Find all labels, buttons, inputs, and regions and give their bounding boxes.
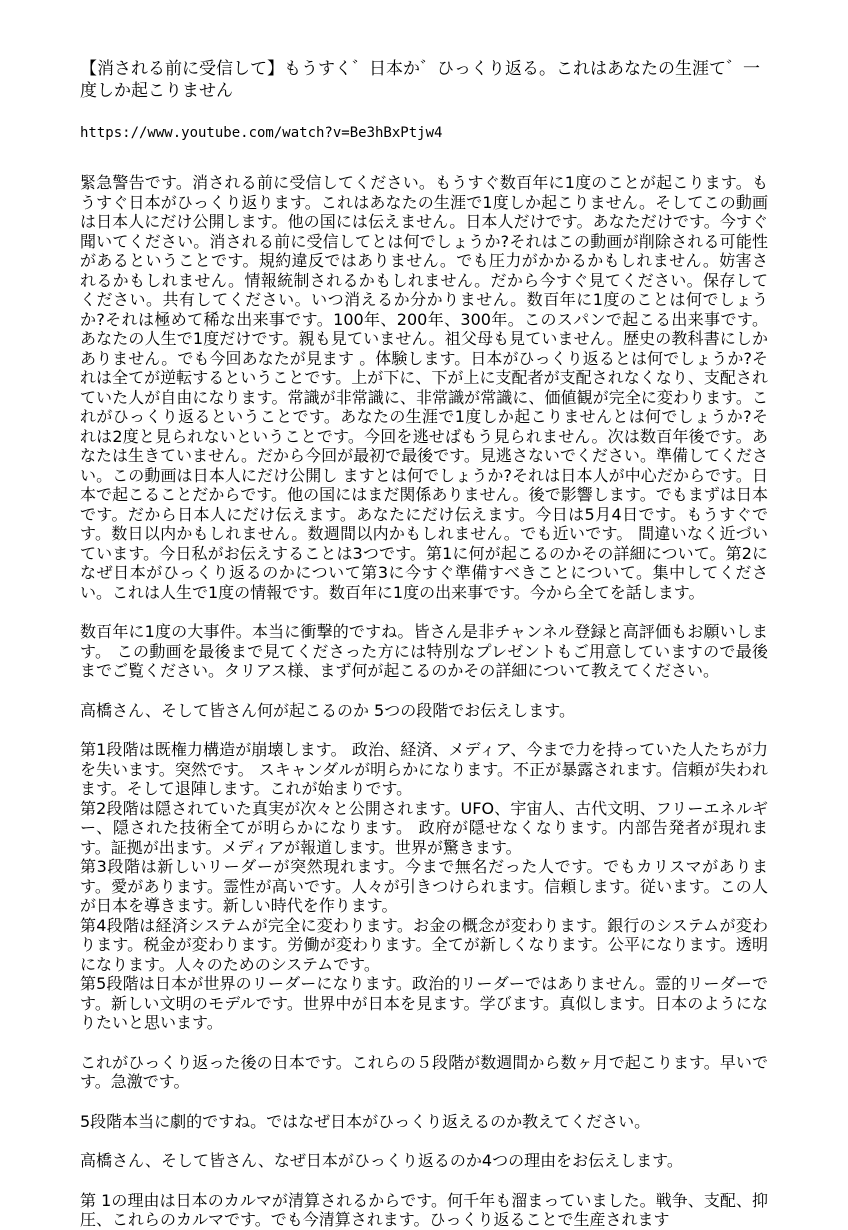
document-title: 【消される前に受信して】もうすく゛日本か゛ひっくり返る。これはあなたの生涯て゛一度しか起こりません: [80, 59, 760, 101]
paragraph-five-stages: 第1段階は既権力構造が崩壊します。 政治、経済、メディア、今まで力を持っていた人たちが力を失います。突然です。 スキャンダルが明らかになります。不正が暴露されます。信頼が失われます。そして退陣します。これが始まりです。 第2段階は隠されていた真実が次々と公開されます。UFO、宇宙人、古代文明、フリーエネルギー、隠された技術全てが明らかになります。 政府が隠せなくなります。内部告発者が現れます。証拠が出ます。メディアが報道します。世界が驚きます。 第3段階は新しいリーダーが突然現れます。今まで無名だった人です。でもカリスマがあります。愛があります。霊性が高いです。人々が引きつけられます。信頼します。従います。この人が日本を導きます。新しい時代を作ります。 第4段階は経済システムが完全に変わります。お金の概念が変わります。銀行のシステムが変わります。税金が変わります。労働が変わります。全てが新しくなります。公平になります。透明になります。人々のためのシステムです。 第5段階は日本が世界のリーダーになります。政治的リーダーではありません。霊的リーダーです。新しい文明のモデルです。世界中が日本を見ます。学びます。真似します。日本のようになりたいと思います。: [80, 740, 768, 1032]
document-page: [80, 58, 768, 1230]
video-url[interactable]: https://www.youtube.com/watch?v=Be3hBxPtjw4: [80, 125, 443, 141]
paragraph-host-response: 数百年に1度の大事件。本当に衝撃的ですね。皆さん是非チャンネル登録と高評価もお願いします。 この動画を最後まで見てくださった方には特別なプレゼントもご用意していますので最後までご覧ください。タリアス様、まず何が起こるのかその詳細について教えてください。: [80, 622, 768, 680]
paragraph-reason-one: 第 1の理由は日本のカルマが清算されるからです。何千年も溜まっていました。戦争、支配、抑圧、これらのカルマです。でも今清算されます。ひっくり返ることで生産されます: [80, 1190, 768, 1229]
paragraph-after-flip: これがひっくり返った後の日本です。これらの５段階が数週間から数ヶ月で起こります。早いです。急激です。: [80, 1052, 768, 1091]
paragraph-five-stages-intro: 高橋さん、そして皆さん何が起こるのか 5つの段階でお伝えします。: [80, 700, 575, 720]
paragraph-warning: 緊急警告です。消される前に受信してください。もうすぐ数百年に1度のことが起こります。もうすぐ日本がひっくり返ります。これはあなたの生涯で1度しか起こりません。そしてこの動画は日本人にだけ公開します。他の国には伝えません。日本人だけです。あなただけです。今すぐ聞いてください。消される前に受信してとは何でしょうか?それはこの動画が削除される可能性があるということです。規約違反ではありません。でも圧力がかかるかもしれません。妨害されるかもしれません。情報統制されるかもしれません。だから今すぐ見てください。保存してください。共有してください。いつ消えるか分かりません。数百年に1度のことは何でしょうか?それは極めて稀な出来事です。100年、200年、300年。このスパンで起こる出来事です。あなたの人生で1度だけです。親も見ていません。祖父母も見ていません。歴史の教科書にしかありません。でも今回あなたが見ます 。体験します。日本がひっくり返るとは何でしょうか?それは全てが逆転するということです。上が下に、下が上に支配者が支配されなくなり、支配されていた人が自由になります。常識が非常識に、非常識が常識に、価値観が完全に変わります。これがひっくり返るということです。あなたの生涯で1度しか起こりませんとは何でしょうか?それは2度と見られないということです。今回を逃せばもう見られません。次は数百年後です。あなたは生きていません。だから今回が最初で最後です。見逃さないでください。準備してください。この動画は日本人にだけ公開し ますとは何でしょうか?それは日本人が中心だからです。日本で起こることだからです。他の国にはまだ関係ありません。後で影響します。でもまずは日本です。だから日本人にだけ伝えます。あなたにだけ伝えます。今日は5月4日です。もうすぐです。数日以内かもしれません。数週間以内かもしれません。でも近いです。 間違いなく近づいています。今日私がお伝えすることは3つです。第1に何が起こるのかその詳細について。第2になぜ日本がひっくり返るのかについて第3に今すぐ準備すべきことについて。集中してください。これは人生で1度の情報です。数百年に1度の出来事です。今から全てを話します。: [80, 173, 768, 602]
paragraph-four-reasons-intro: 高橋さん、そして皆さん、なぜ日本がひっくり返るのか4つの理由をお伝えします。: [80, 1151, 683, 1170]
paragraph-host-question: 5段階本当に劇的ですね。ではなぜ日本がひっくり返えるのか教えてください。: [80, 1111, 651, 1131]
